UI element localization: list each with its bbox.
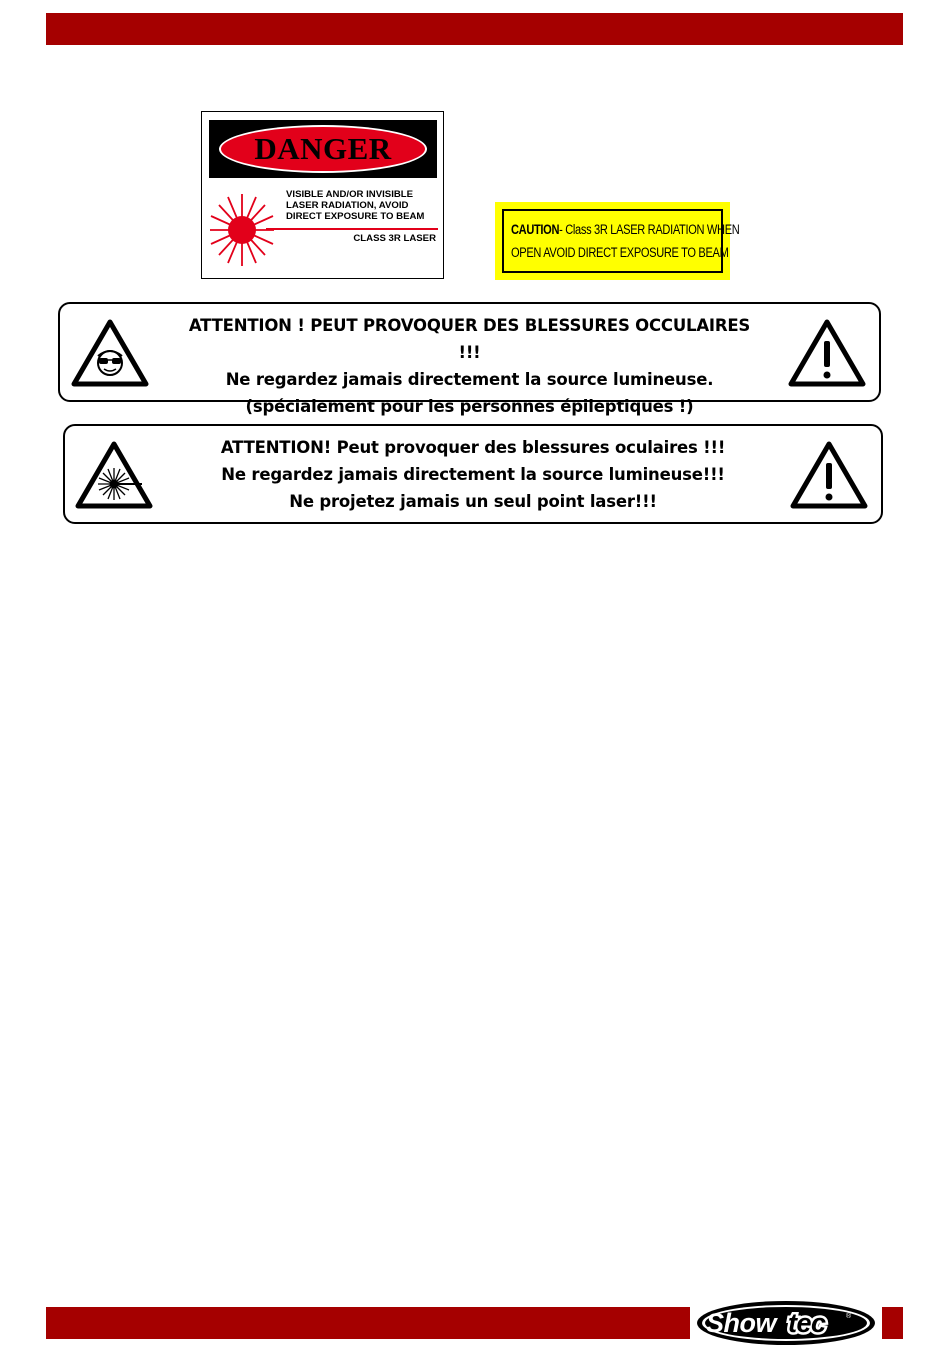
warning-text — [185, 434, 761, 515]
warning-line: (spécialement pour les personnes épileptiques !) — [245, 397, 694, 416]
warning-text — [180, 312, 759, 420]
laser-warning-icon — [74, 440, 154, 510]
danger-text-line: DIRECT EXPOSURE TO BEAM — [286, 211, 425, 222]
caution-line-2: OPEN AVOID DIRECT EXPOSURE TO BEAM — [511, 245, 729, 260]
svg-text:®: ® — [846, 1313, 852, 1320]
caution-sign — [495, 202, 740, 280]
danger-text-line: VISIBLE AND/OR INVISIBLE — [286, 189, 414, 200]
warning-line: ATTENTION! Peut provoquer des blessures oculaires !!! — [220, 438, 726, 457]
warning-box-laser — [63, 424, 883, 524]
warning-line: Ne regardez jamais directement la source lumineuse. — [225, 370, 714, 389]
eye-protection-icon — [70, 318, 150, 388]
caution-label: CAUTION — [511, 222, 560, 237]
laser-class-label: CLASS 3R LASER — [353, 233, 436, 244]
caution-line-1 — [511, 218, 740, 241]
warning-line: Ne regardez jamais directement la source lumineuse!!! — [221, 465, 725, 484]
footer-bar-end — [882, 1307, 903, 1339]
danger-header — [209, 120, 437, 178]
warning-line: ATTENTION ! PEUT PROVOQUER DES BLESSURES OCCULAIRES !!! — [188, 316, 751, 362]
svg-text:Show: Show — [706, 1308, 776, 1338]
danger-text-line: LASER RADIATION, AVOID — [286, 200, 409, 211]
exclamation-warning-icon — [787, 318, 867, 388]
warning-line: Ne projetez jamais un seul point laser!!! — [289, 492, 657, 511]
danger-red-rule — [266, 228, 438, 230]
footer-bar — [46, 1307, 690, 1339]
svg-text:tec: tec — [788, 1308, 826, 1338]
caution-border — [502, 209, 740, 273]
danger-sign — [201, 111, 444, 279]
danger-title: DANGER — [254, 131, 392, 166]
exclamation-warning-icon — [789, 440, 869, 510]
showtec-logo-icon — [694, 1298, 878, 1348]
header-bar — [46, 13, 903, 45]
danger-oval — [219, 125, 427, 173]
caution-line-1-text: - Class 3R LASER RADIATION WHEN — [559, 222, 740, 237]
danger-warning-text — [286, 189, 441, 222]
laser-burst-icon — [208, 192, 276, 268]
warning-box-eye — [58, 302, 881, 416]
